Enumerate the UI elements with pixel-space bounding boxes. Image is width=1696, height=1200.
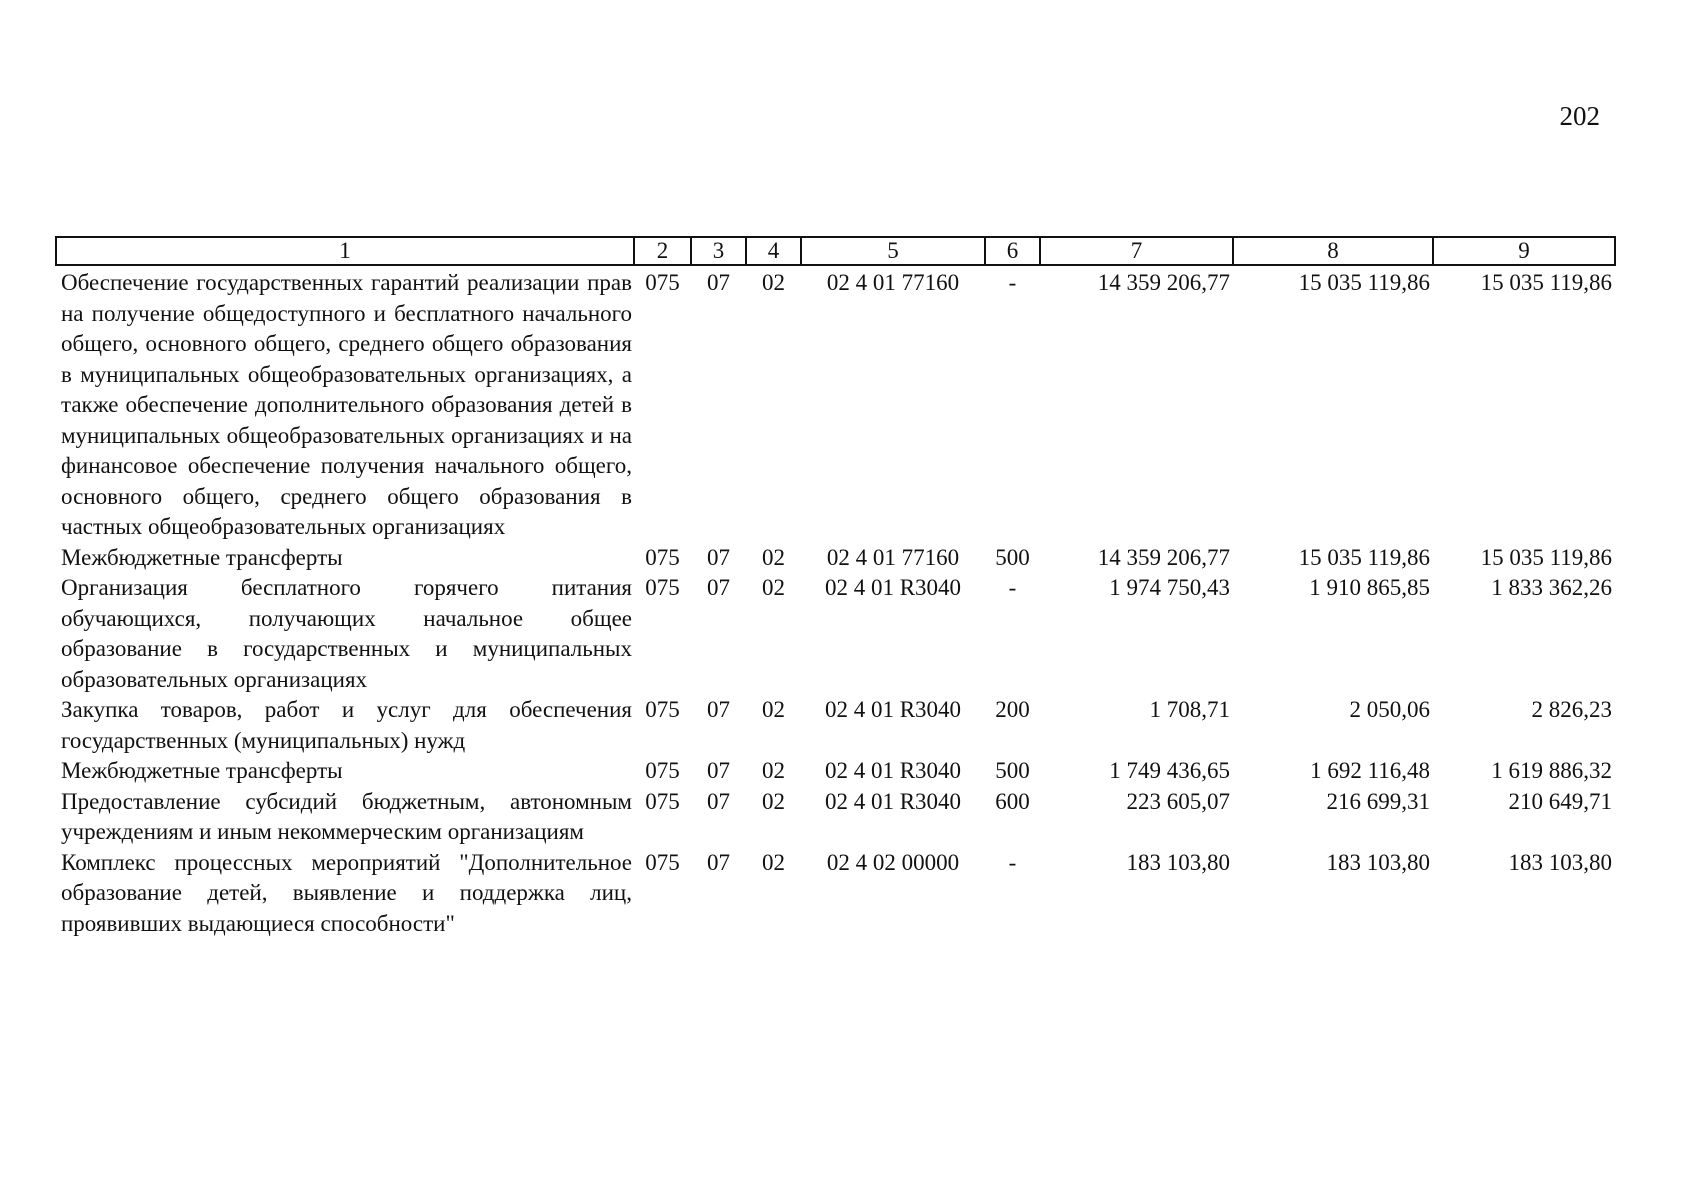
expense-type-code: - <box>1008 270 1017 295</box>
budget-table <box>55 236 1616 939</box>
subsection-code: 02 <box>762 575 785 600</box>
table-row <box>56 787 1615 848</box>
subsection-code: 02 <box>762 758 785 783</box>
grbs-code: 075 <box>645 849 680 875</box>
expense-type-code: 200 <box>995 697 1030 722</box>
amount-col-8: 2 050,06 <box>1349 697 1430 722</box>
table-row <box>56 695 1615 756</box>
amount-col-9: 1 833 362,26 <box>1491 575 1612 600</box>
section-code: 07 <box>707 544 730 570</box>
column-header-4: 4 <box>746 237 801 265</box>
row-description: Обеспечение государственных гарантий реализации прав на получение общедоступного и бесплатного начального общего, основного общего, среднего общего образования в муниципальных общеобразовательных организациях, а также обеспечение дополнительного образования детей в муниципальных общеобразовательных организациях и на финансовое обеспечение получения начального общего, основного общего, среднего общего образования в частных общеобразовательных организациях <box>61 270 632 539</box>
target-article-code: 02 4 01 R3040 <box>824 788 962 814</box>
table-row <box>56 265 1615 543</box>
amount-col-8: 15 035 119,86 <box>1298 270 1430 295</box>
column-header-7: 7 <box>1040 237 1233 265</box>
amount-col-7: 223 605,07 <box>1126 788 1230 814</box>
expense-type-code: - <box>1008 849 1017 875</box>
section-code: 07 <box>707 849 730 875</box>
row-description: Межбюджетные трансферты <box>61 544 343 570</box>
grbs-code: 075 <box>645 697 680 722</box>
row-description: Организация бесплатного горячего питания обучающихся, получающих начальное общее образование в государственных и муниципальных образовательных организациях <box>61 575 632 692</box>
expense-type-code: 600 <box>995 788 1030 814</box>
amount-col-7: 14 359 206,77 <box>1097 270 1230 295</box>
grbs-code: 075 <box>645 544 680 570</box>
grbs-code: 075 <box>645 575 680 600</box>
amount-col-7: 183 103,80 <box>1126 849 1230 875</box>
column-header-6: 6 <box>985 237 1040 265</box>
section-code: 07 <box>707 270 730 295</box>
amount-col-7: 1 749 436,65 <box>1109 758 1230 783</box>
target-article-code: 02 4 02 00000 <box>826 849 960 875</box>
subsection-code: 02 <box>762 270 785 295</box>
subsection-code: 02 <box>762 697 785 722</box>
amount-col-7: 14 359 206,77 <box>1097 544 1230 570</box>
expense-type-code: 500 <box>995 544 1030 570</box>
row-description: Межбюджетные трансферты <box>61 758 343 783</box>
amount-col-9: 2 826,23 <box>1531 697 1612 722</box>
page-number: 202 <box>1559 101 1600 131</box>
section-code: 07 <box>707 788 730 814</box>
column-header-1: 1 <box>56 237 634 265</box>
amount-col-8: 1 910 865,85 <box>1309 575 1430 600</box>
subsection-code: 02 <box>762 544 785 570</box>
column-header-9: 9 <box>1433 237 1615 265</box>
subsection-code: 02 <box>762 849 785 875</box>
grbs-code: 075 <box>645 788 680 814</box>
grbs-code: 075 <box>645 758 680 783</box>
amount-col-9: 15 035 119,86 <box>1480 544 1612 570</box>
amount-col-8: 1 692 116,48 <box>1310 758 1430 783</box>
section-code: 07 <box>707 758 730 783</box>
amount-col-8: 15 035 119,86 <box>1298 544 1430 570</box>
subsection-code: 02 <box>762 788 785 814</box>
target-article-code: 02 4 01 77160 <box>826 544 960 570</box>
amount-col-9: 210 649,71 <box>1508 788 1612 814</box>
column-header-5: 5 <box>801 237 985 265</box>
table-row <box>56 848 1615 940</box>
row-description: Комплекс процессных мероприятий "Дополнительное образование детей, выявление и поддержка лиц, проявивших выдающиеся способности" <box>61 849 632 936</box>
table-header-row <box>56 237 1615 265</box>
column-header-2: 2 <box>634 237 691 265</box>
expense-type-code: - <box>1008 575 1017 600</box>
table-row <box>56 543 1615 574</box>
target-article-code: 02 4 01 R3040 <box>824 575 962 600</box>
column-header-8: 8 <box>1233 237 1433 265</box>
amount-col-9: 183 103,80 <box>1508 849 1612 875</box>
amount-col-7: 1 708,71 <box>1149 697 1230 722</box>
target-article-code: 02 4 01 R3040 <box>824 697 962 722</box>
column-header-3: 3 <box>691 237 746 265</box>
amount-col-9: 1 619 886,32 <box>1491 758 1612 783</box>
section-code: 07 <box>707 575 730 600</box>
table-row <box>56 573 1615 695</box>
target-article-code: 02 4 01 77160 <box>826 270 960 295</box>
amount-col-8: 216 699,31 <box>1326 788 1430 814</box>
expense-type-code: 500 <box>995 758 1030 783</box>
section-code: 07 <box>707 697 730 722</box>
row-description: Закупка товаров, работ и услуг для обеспечения государственных (муниципальных) нужд <box>61 697 632 753</box>
table-row <box>56 756 1615 787</box>
target-article-code: 02 4 01 R3040 <box>824 758 962 783</box>
amount-col-7: 1 974 750,43 <box>1109 575 1230 600</box>
row-description: Предоставление субсидий бюджетным, автономным учреждениям и иным некоммерческим организациям <box>61 788 632 844</box>
grbs-code: 075 <box>645 270 680 295</box>
amount-col-8: 183 103,80 <box>1326 849 1430 875</box>
amount-col-9: 15 035 119,86 <box>1480 270 1612 295</box>
